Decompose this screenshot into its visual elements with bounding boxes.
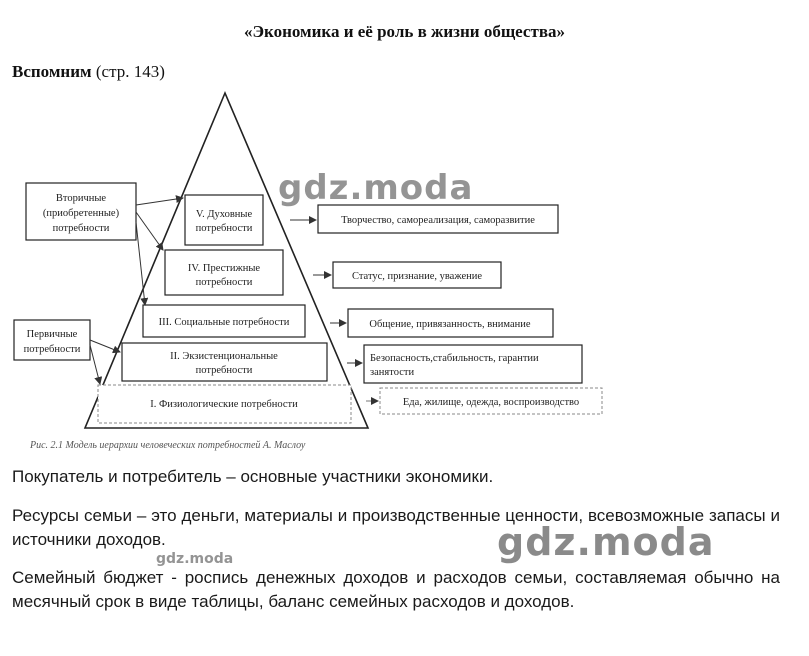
recall-label: Вспомним (12, 62, 92, 81)
paragraph-family-resources: Ресурсы семьи – это деньги, материалы и производственные ценности, всевозможные запасы и источники доходов. (12, 506, 780, 549)
arrow-secondary-4 (136, 212, 163, 250)
level-3-label: III. Социальные потребности (158, 317, 290, 328)
secondary-needs-line3: потребности (52, 223, 110, 234)
desc-1: Еда, жилище, одежда, воспроизводство (402, 397, 580, 408)
level-box-5 (185, 195, 263, 245)
primary-needs-line2: потребности (23, 344, 81, 355)
arrow-primary-1 (90, 345, 100, 384)
desc-5: Творчество, самореализация, саморазвитие (341, 215, 535, 226)
level-2-label-line2: потребности (195, 365, 253, 376)
arrow-primary-2 (90, 340, 120, 352)
paragraph-participants: Покупатель и потребитель – основные участники экономики. (12, 467, 494, 486)
secondary-needs-line1: Вторичные (55, 193, 107, 204)
secondary-needs-line2: (приобретенные) (42, 208, 120, 219)
watermark-top: gdz.moda (278, 168, 474, 208)
arrow-secondary-3 (136, 222, 145, 305)
watermark-small: gdz.moda (156, 551, 234, 567)
recall-page: (стр. 143) (95, 62, 165, 81)
desc-2-line1: Безопасность,стабильность, гарантии (370, 353, 539, 364)
arrow-secondary-5 (136, 198, 183, 205)
level-1-label: I. Физиологические потребности (150, 399, 298, 410)
level-5-label-line1: V. Духовные (195, 209, 253, 220)
desc-2-line2: занятости (370, 367, 415, 378)
desc-3: Общение, привязанность, внимание (369, 319, 531, 330)
level-2-label-line1: II. Экзистенциональные (170, 351, 278, 362)
watermark-large: gdz.moda (497, 520, 715, 564)
level-4-label-line1: IV. Престижные (187, 263, 261, 274)
level-4-label-line2: потребности (195, 277, 253, 288)
page-title: «Экономика и её роль в жизни общества» (243, 22, 566, 41)
paragraph-family-budget: Семейный бюджет - роспись денежных доходов и расходов семьи, составляемая обычно на месячный срок в виде таблицы, баланс семейных расходов и доходов. (12, 568, 780, 611)
primary-needs-line1: Первичные (26, 329, 78, 340)
level-5-label-line2: потребности (195, 223, 253, 234)
desc-4: Статус, признание, уважение (351, 271, 483, 282)
diagram-caption: Рис. 2.1 Модель иерархии человеческих потребностей А. Маслоу (30, 440, 306, 451)
